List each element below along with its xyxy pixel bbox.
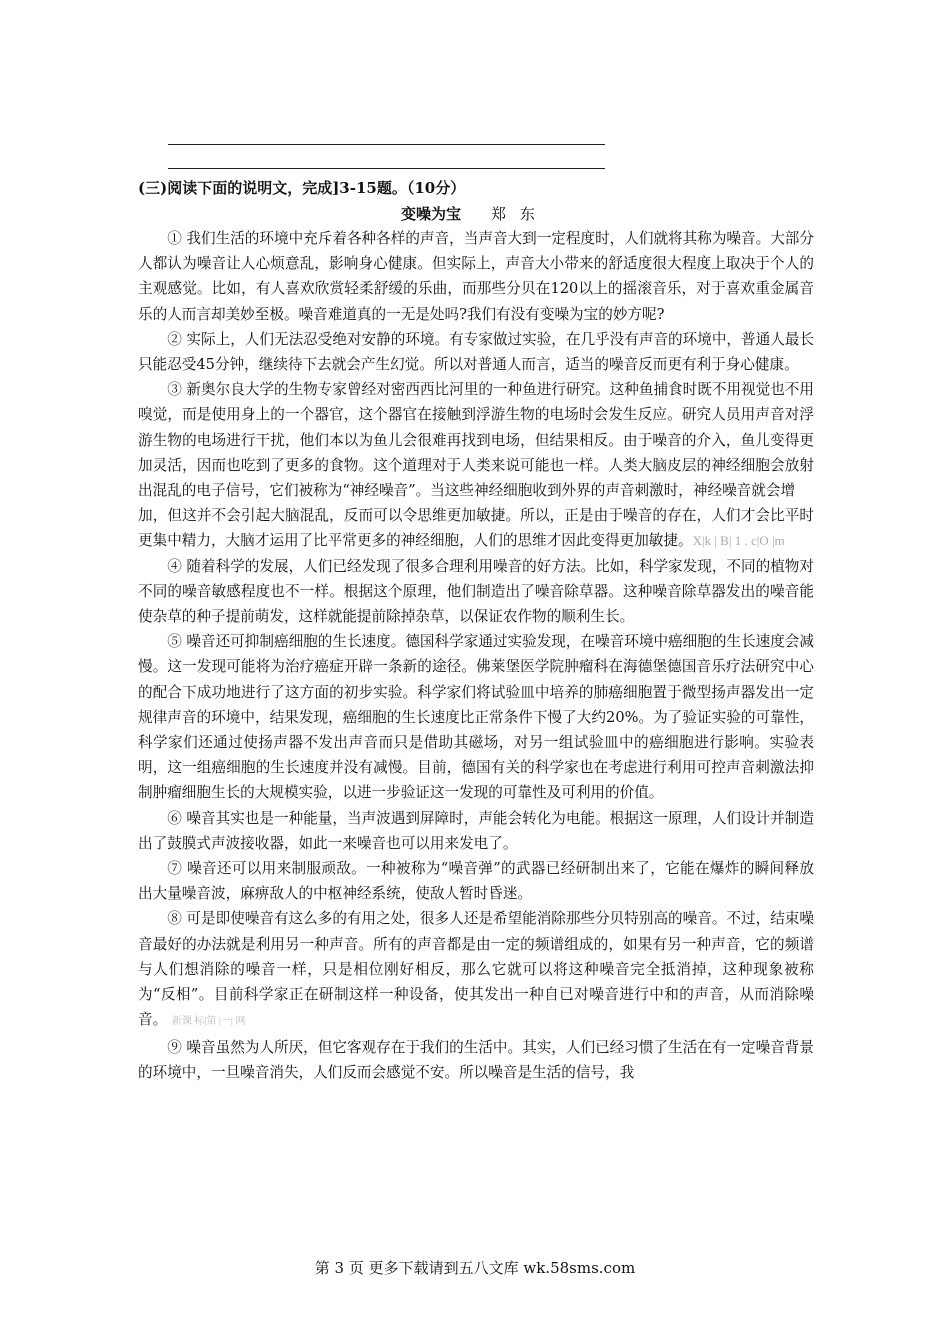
paragraph-6: ⑥ 噪音其实也是一种能量，当声波遇到屏障时，声能会转化为电能。根据这一原理，人们设计并制造出了鼓膜式声波接收器，如此一来噪音也可以用来发电了。 xyxy=(138,809,814,852)
paragraph-2: ② 实际上，人们无法忍受绝对安静的环境。有专家做过实验，在几乎没有声音的环境中，普通人最长只能忍受45分钟，继续待下去就会产生幻觉。所以对普通人而言，适当的噪音反而更有利于身心健康。 xyxy=(138,330,814,374)
article-title: 变噪为宝 xyxy=(400,205,461,223)
paragraph-8-text: ⑧ 可是即使噪音有这么多的有用之处，很多人还是希望能消除那些分贝特别高的噪音。不过，结束噪音最好的办法就是利用另一种声音。所有的声音都是由一定的频谱组成的，如果有另一种声音，它的频谱与人们想消除的噪音一样，只是相位刚好相反，那么它就可以将这种噪音完全抵消掉，这种现象被称为“反相”。目前科学家正在研制这样一种设备，使其发出一种自已对噪音进行中和的声音，从而消除噪音。 xyxy=(138,910,814,1029)
article-title-row xyxy=(0,202,950,226)
paragraph-1: ① 我们生活的环境中充斥着各种各样的声音，当声音大到一定程度时，人们就将其称为噪音。大部分人都认为噪音让人心烦意乱，影响身心健康。但实际上，声音大小带来的舒适度很大程度上取决于个人的主观感觉。比如，有人喜欢欣赏轻柔舒缓的乐曲，而那些分贝在120以上的摇滚音乐，对于喜欢重金属音乐的人而言却美妙至极。噪音难道真的一无是处吗?我们有没有变噪为宝的妙方呢? xyxy=(138,230,814,323)
answer-line-1 xyxy=(168,144,605,145)
paragraph-8 xyxy=(138,906,814,1034)
paragraph-7: ⑦ 噪音还可以用来制服顽敌。一种被称为“噪音弹”的武器已经研制出来了，它能在爆炸的瞬间释放出大量噪音波，麻痹敌人的中枢神经系统，使敌人暂时昏迷。 xyxy=(138,860,814,903)
article-body xyxy=(138,226,814,1085)
paragraph-9: ⑨ 噪音虽然为人所厌，但它客观存在于我们的生活中。其实，人们已经习惯了生活在有一定噪音背景的环境中，一旦噪音消失，人们反而会感觉不安。所以噪音是生活的信号，我 xyxy=(138,1038,814,1081)
watermark-xkb-cn: 新课 标|第 |一| 网 xyxy=(171,1016,246,1028)
article-author: 郑东 xyxy=(491,205,550,223)
watermark-xkb: X|k | B| 1 . c|O |m xyxy=(692,533,785,549)
answer-line-2 xyxy=(168,168,605,169)
paragraph-5: ⑤ 噪音还可抑制癌细胞的生长速度。德国科学家通过实验发现，在噪音环境中癌细胞的生长速度会减慢。这一发现可能将为治疗癌症开辟一条新的途径。佛莱堡医学院肿瘤科在海德堡德国音乐疗法研究中心的配合下成功地进行了这方面的初步实验。科学家们将试验皿中培养的肺癌细胞置于微型扬声器发出一定规律声音的环境中，结果发现，癌细胞的生长速度比正常条件下慢了大约20%。为了验证实验的可靠性，科学家们还通过使扬声器不发出声音而只是借助其磁场，对另一组试验皿中的癌细胞进行影响。实验表明，这一组癌细胞的生长速度并没有减慢。目前，德国有关的科学家也在考虑进行利用可控声音刺激法抑制肿瘤细胞生长的大规模实验，以进一步验证这一发现的可靠性及可利用的价值。 xyxy=(138,633,814,802)
section-heading: (三)阅读下面的说明文，完成]3-15题。（10分） xyxy=(138,179,466,197)
paragraph-3-continued-text: 加，但这并不会引起大脑混乱，反而可以令思维更加敏捷。所以，正是由于噪音的存在，人们才会比平时更集中精力，大脑才运用了比平常更多的神经细胞，人们的思维才因此变得更加敏捷。 xyxy=(138,507,814,550)
paragraph-4: ④ 随着科学的发展，人们已经发现了很多合理利用噪音的好方法。比如，科学家发现，不同的植物对不同的噪音敏感程度也不一样。根据这个原理，他们制造出了噪音除草器。这种噪音除草器发出的噪音能使杂草的种子提前萌发，这样就能提前除掉杂草，以保证农作物的顺利生长。 xyxy=(138,557,814,626)
paragraph-3-continued xyxy=(138,503,814,553)
page-footer: 第 3 页 更多下载请到五八文库 wk.58sms.com xyxy=(314,1259,636,1277)
paragraph-3: ③ 新奥尔良大学的生物专家曾经对密西西比河里的一种鱼进行研究。这种鱼捕食时既不用视觉也不用嗅觉，而是使用身上的一个器官，这个器官在接触到浮游生物的电场时会发生反应。研究人员用声音对浮游生物的电场进行干扰，他们本以为鱼儿会很难再找到电场，但结果相反。由于噪音的介入，鱼儿变得更加灵活，因而也吃到了更多的食物。这个道理对于人类来说可能也一样。人类大脑皮层的神经细胞会放射出混乱的电子信号，它们被称为“神经噪音”。当这些神经细胞收到外界的声音刺激时，神经噪音就会增 xyxy=(138,381,814,500)
